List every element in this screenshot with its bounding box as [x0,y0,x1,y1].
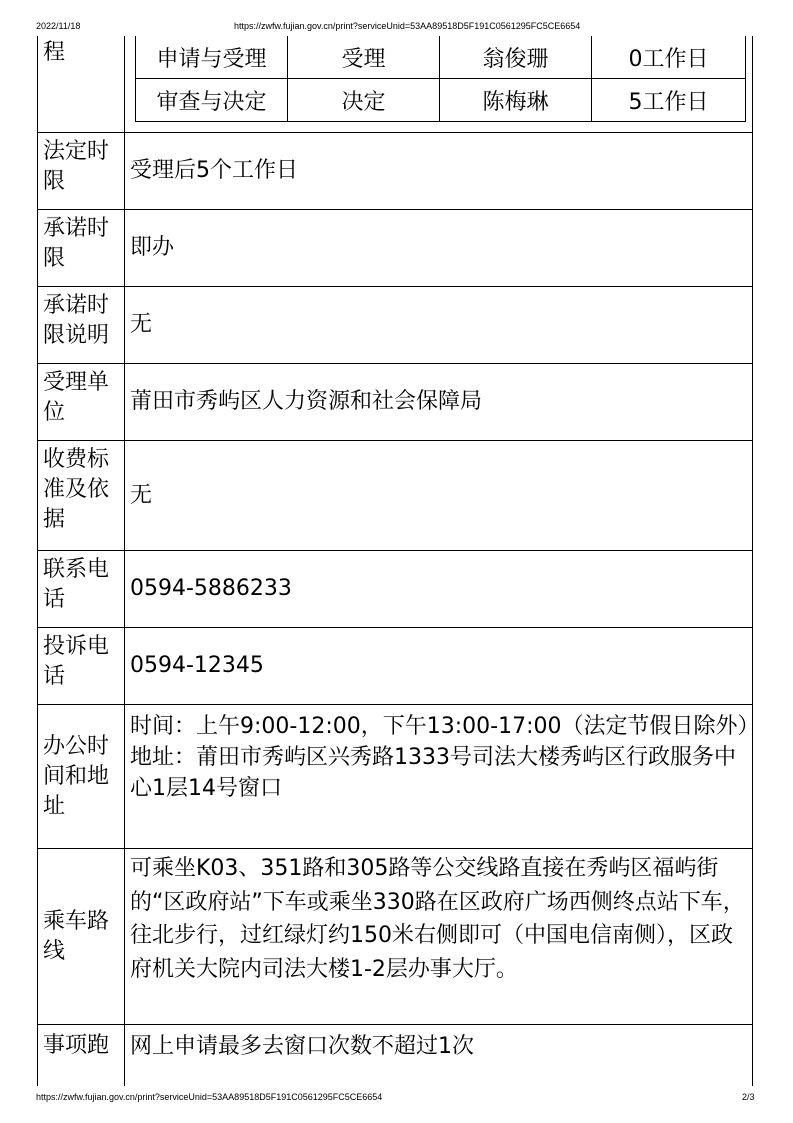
row-label: 承诺时限 [37,210,125,286]
step-action: 受理 [288,36,440,79]
row-value: 0594-12345 [130,653,264,678]
table-row [136,36,746,79]
step-time: 0工作日 [592,36,746,79]
step-person: 翁俊珊 [440,36,592,79]
row-label: 受理单位 [37,364,125,440]
step-name: 申请与受理 [136,36,288,79]
step-action: 决定 [288,79,440,122]
row-value: 受理后5个工作日 [130,158,298,183]
row-value: 即办 [130,235,175,260]
transit-route-row [37,849,753,1024]
row-label: 法定时限 [37,133,125,209]
row-label: 事项跑 [37,1025,125,1086]
row-value: 可乘坐K03、351路和305路等公交线路直接在秀屿区福屿街的“区政府站”下车或乘坐330路在区政府广场西侧终点站下车，往北步行，过红绿灯约150米右侧即可（中国电信南侧），区政府机关大院内司法大楼1-2层办事大厅。 [130,856,745,982]
row-value: 无 [130,312,153,337]
row-label: 办公时间和地址 [37,705,125,848]
promised-time-note-row [37,287,753,363]
row-label: 承诺时限说明 [37,287,125,363]
office-address-text: 地址：莆田市秀屿区兴秀路1333号司法大楼秀屿区行政服务中心1层14号窗口 [130,745,736,801]
office-hours-text: 时间：上午9:00-12:00，下午13:00-17:00（法定节假日除外） [130,714,760,739]
row-value [125,705,760,848]
process-steps-table [135,36,746,122]
step-person: 陈梅琳 [440,79,592,122]
complaint-phone-row [37,628,753,704]
fee-standard-row [37,441,753,550]
process-label: 程 [37,36,125,132]
step-name: 审查与决定 [136,79,288,122]
office-hours-address-row [37,705,760,848]
print-date: 2022/11/18 [36,21,81,31]
row-value: 网上申请最多去窗口次数不超过1次 [130,1034,474,1059]
print-url-header: https://zwfw.fujian.gov.cn/print?serviceUnid=53AA89518D5F191C0561295FC5CE6654 [234,21,581,31]
row-value: 0594-5886233 [130,576,292,601]
page-number: 2/3 [742,1092,755,1102]
step-time: 5工作日 [592,79,746,122]
promised-time-limit-row [37,210,753,286]
visit-count-row [37,1025,753,1086]
table-row [136,79,746,122]
row-label: 投诉电话 [37,628,125,704]
print-url-footer: https://zwfw.fujian.gov.cn/print?serviceUnid=53AA89518D5F191C0561295FC5CE6654 [36,1092,383,1102]
accepting-unit-row [37,364,753,440]
row-value: 无 [130,482,153,508]
row-label: 收费标准及依据 [37,441,125,550]
row-value: 莆田市秀屿区人力资源和社会保障局 [130,389,483,414]
contact-phone-row [37,551,753,627]
row-label: 乘车路线 [37,849,125,1024]
row-label: 联系电话 [37,551,125,627]
legal-time-limit-row [37,133,753,209]
